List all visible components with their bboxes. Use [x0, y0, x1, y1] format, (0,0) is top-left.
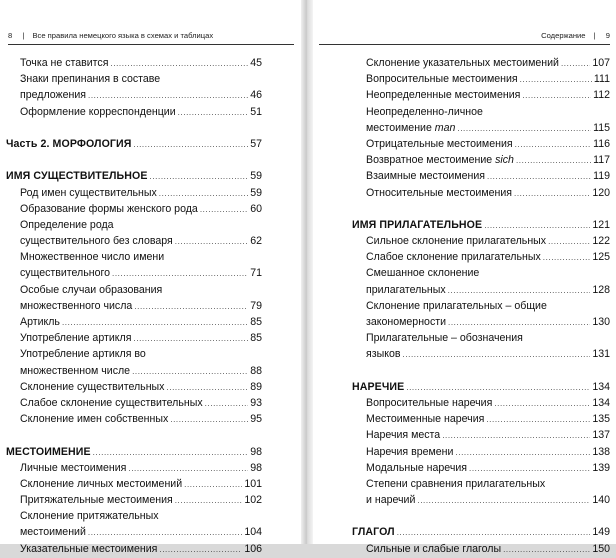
toc-section-heading: [352, 379, 610, 395]
toc-entry-line: [6, 508, 262, 524]
dot-leader: [520, 72, 592, 88]
toc-page-number: 140: [592, 494, 610, 507]
right-toc-list: [352, 55, 610, 557]
toc-page-number: 106: [244, 542, 262, 555]
dot-leader: [397, 525, 591, 541]
dot-leader: [133, 331, 248, 347]
toc-entry-title: закономерности: [366, 316, 447, 328]
toc-entry: [352, 541, 610, 557]
toc-page-number: 62: [250, 235, 262, 248]
dot-leader: [88, 88, 248, 104]
toc-entry-title: Склонение указательных местоимений: [366, 57, 559, 69]
toc-page-number: 93: [250, 396, 262, 409]
toc-entry-line: [6, 346, 262, 362]
toc-page-number: 120: [592, 186, 610, 199]
toc-entry-title: множественного числа: [20, 299, 133, 312]
toc-entry-title: Множественное число имени: [20, 251, 165, 264]
toc-entry: [6, 314, 262, 330]
dot-leader: [175, 493, 243, 509]
toc-entry-title: Определение рода: [20, 218, 114, 231]
dot-leader: [469, 461, 590, 477]
toc-entry-title: Возвратное местоимение sich: [366, 154, 514, 167]
toc-entry-title: Склонение личных местоимений: [20, 477, 183, 490]
toc-entry: [352, 346, 610, 362]
toc-page-number: 60: [250, 202, 262, 215]
dot-leader: [132, 364, 248, 380]
toc-entry-title: предложения: [20, 89, 87, 102]
toc-page-number: 79: [250, 299, 262, 312]
toc-page-number: 122: [592, 235, 610, 248]
dot-leader: [516, 153, 591, 169]
toc-entry-title: Образование формы женского рода: [20, 202, 198, 215]
toc-entry: [6, 524, 262, 540]
toc-entry-line: [352, 476, 610, 492]
toc-entry-title: Употребление артикля: [20, 332, 132, 345]
dot-leader: [503, 542, 590, 558]
dot-leader: [62, 315, 248, 331]
dot-leader: [159, 186, 248, 202]
toc-entry-title: НАРЕЧИЕ: [352, 380, 405, 393]
toc-section-heading: [352, 524, 610, 540]
toc-entry-title: Местоименные наречия: [366, 413, 485, 426]
dot-leader: [93, 445, 249, 461]
toc-entry-title: существительного без словаря: [20, 235, 173, 248]
toc-entry-title: Употребление артикля во: [20, 348, 146, 361]
toc-entry-title: Слабое склонение прилагательных: [366, 251, 541, 264]
toc-page-number: 45: [250, 57, 262, 69]
toc-page-number: 128: [592, 283, 610, 296]
dot-leader: [88, 525, 242, 541]
dot-leader: [406, 380, 590, 396]
toc-page-number: 131: [592, 348, 610, 361]
toc-page-number: 125: [592, 251, 610, 264]
toc-page-number: 85: [250, 332, 262, 345]
toc-page-number: 117: [593, 154, 610, 167]
dot-leader: [494, 396, 590, 412]
right-page: [313, 0, 616, 555]
toc-entry: [6, 541, 262, 557]
dot-leader: [484, 218, 590, 234]
toc-entry-line: [352, 265, 610, 281]
toc-entry: [352, 152, 610, 168]
toc-page-number: 115: [593, 121, 610, 134]
toc-entry: [352, 395, 610, 411]
toc-entry-line: [6, 249, 262, 265]
dot-leader: [110, 56, 248, 72]
toc-entry-title: Неопределенно-личное: [366, 105, 483, 118]
dot-leader: [457, 121, 591, 137]
toc-entry-title: Наречия времени: [366, 445, 454, 458]
dot-leader: [515, 137, 592, 153]
dot-leader: [200, 202, 248, 218]
toc-entry: [6, 330, 262, 346]
header-rule: [8, 44, 294, 45]
dot-leader: [561, 56, 590, 72]
toc-page-number: 59: [250, 170, 262, 183]
toc-entry-title: Склонение имен собственных: [20, 413, 169, 426]
toc-entry-title: прилагательных: [366, 283, 446, 296]
toc-entry-line: [6, 282, 262, 298]
toc-page-number: 149: [592, 526, 610, 539]
toc-page-number: 119: [593, 170, 610, 183]
dot-leader: [417, 493, 590, 509]
toc-section-heading: [6, 168, 262, 184]
toc-entry: [352, 136, 610, 152]
toc-page-number: 138: [592, 445, 610, 458]
toc-entry: [352, 492, 610, 508]
toc-entry-title: Артикль: [20, 316, 60, 328]
toc-page-number: 134: [592, 380, 610, 393]
toc-entry-line: [6, 217, 262, 233]
toc-entry: [352, 249, 610, 265]
dot-leader: [128, 461, 248, 477]
left-toc-list: [6, 55, 262, 557]
toc-page-number: 57: [250, 137, 262, 150]
toc-entry-title: Особые случаи образования: [20, 283, 163, 296]
toc-page-number: 107: [592, 57, 610, 69]
toc-entry-title: Склонение существительных: [20, 380, 165, 393]
toc-entry: [352, 282, 610, 298]
toc-entry-title: Указательные местоимения: [20, 542, 158, 555]
toc-entry-title: Неопределенные местоимения: [366, 89, 521, 102]
toc-entry-title: Сильное склонение прилагательных: [366, 235, 547, 248]
toc-entry-title: ИМЯ ПРИЛАГАТЕЛЬНОЕ: [352, 218, 483, 231]
toc-entry: [6, 55, 262, 71]
dot-leader: [402, 347, 590, 363]
dot-leader: [150, 169, 249, 185]
toc-page-number: 101: [244, 477, 262, 490]
dot-leader: [486, 412, 590, 428]
toc-entry-title: Личные местоимения: [20, 461, 127, 474]
toc-page-number: 59: [250, 186, 262, 199]
toc-entry: [6, 87, 262, 103]
toc-entry-title: Точка не ставится: [20, 57, 109, 69]
toc-page-number: 71: [250, 267, 262, 280]
toc-entry-title: Знаки препинания в составе: [20, 73, 161, 86]
toc-page-number: 85: [250, 316, 262, 328]
toc-entry: [352, 460, 610, 476]
toc-page-number: 116: [593, 137, 610, 150]
left-running-header: [8, 31, 213, 40]
dot-leader: [543, 250, 591, 266]
toc-page-number: 121: [592, 218, 610, 231]
toc-page-number: 150: [592, 542, 610, 555]
toc-entry-title: местоимение man: [366, 121, 456, 134]
toc-entry: [352, 233, 610, 249]
toc-entry-line: [6, 71, 262, 87]
dot-leader: [178, 105, 249, 121]
toc-entry: [352, 427, 610, 443]
toc-entry-line: [352, 104, 610, 120]
dot-leader: [112, 266, 248, 282]
toc-entry-title: Относительные местоимения: [366, 186, 513, 199]
toc-page-number: 95: [250, 413, 262, 426]
toc-entry-title: Часть 2. МОРФОЛОГИЯ: [6, 137, 132, 150]
header-separator: |: [22, 31, 25, 40]
toc-entry: [352, 185, 610, 201]
book-title: Все правила немецкого языка в схемах и таблицах: [32, 31, 214, 40]
toc-entry-title: Модальные наречия: [366, 461, 468, 474]
toc-entry: [352, 314, 610, 330]
toc-entry-title: Степени сравнения прилагательных: [366, 477, 546, 490]
toc-entry: [352, 411, 610, 427]
header-rule: [319, 44, 610, 45]
toc-entry-title: Притяжательные местоимения: [20, 494, 173, 507]
toc-page-number: 104: [244, 526, 262, 539]
dot-leader: [133, 137, 248, 153]
dot-leader: [134, 299, 248, 315]
toc-section-heading: [6, 136, 262, 152]
toc-section-heading: [352, 217, 610, 233]
toc-page-number: 88: [250, 364, 262, 377]
toc-entry-title: Вопросительные наречия: [366, 396, 493, 409]
toc-entry: [352, 168, 610, 184]
dot-leader: [448, 315, 590, 331]
toc-page-number: 139: [592, 461, 610, 474]
right-page-number: 9: [605, 31, 610, 40]
toc-entry: [6, 201, 262, 217]
dot-leader: [487, 169, 591, 185]
toc-entry: [6, 476, 262, 492]
toc-entry: [6, 104, 262, 120]
dot-leader: [514, 186, 590, 202]
toc-page-number: 46: [250, 89, 262, 102]
toc-entry: [6, 233, 262, 249]
book-gutter: [301, 0, 313, 544]
right-running-header: [541, 31, 610, 40]
toc-entry-title: Отрицательные местоимения: [366, 137, 513, 150]
dot-leader: [184, 477, 242, 493]
toc-entry: [6, 460, 262, 476]
toc-entry-title: Склонение прилагательных – общие: [366, 299, 547, 312]
toc-page-number: 112: [593, 89, 610, 102]
toc-entry-title: и наречий: [366, 494, 416, 507]
toc-entry-title: Наречия места: [366, 429, 441, 442]
toc-entry-title: ИМЯ СУЩЕСТВИТЕЛЬНОЕ: [6, 170, 148, 183]
toc-entry-title: ГЛАГОЛ: [352, 526, 395, 539]
toc-entry: [6, 492, 262, 508]
toc-entry-title: Слабое склонение существительных: [20, 396, 203, 409]
left-page-number: 8: [8, 31, 13, 40]
toc-page-number: 102: [244, 494, 262, 507]
toc-entry: [6, 395, 262, 411]
dot-leader: [442, 428, 590, 444]
toc-page-number: 98: [250, 461, 262, 474]
toc-entry-line: [352, 330, 610, 346]
toc-page-number: 130: [592, 316, 610, 328]
toc-entry: [352, 55, 610, 71]
toc-entry: [352, 444, 610, 460]
toc-page-number: 89: [250, 380, 262, 393]
dot-leader: [448, 283, 591, 299]
left-page: [0, 0, 301, 555]
dot-leader: [455, 445, 590, 461]
dot-leader: [548, 234, 590, 250]
toc-page-number: 98: [250, 445, 262, 458]
toc-entry: [352, 71, 610, 87]
toc-entry: [6, 363, 262, 379]
toc-entry-title: Взаимные местоимения: [366, 170, 486, 183]
header-separator: |: [593, 31, 596, 40]
toc-entry: [352, 87, 610, 103]
toc-entry-title: МЕСТОИМЕНИЕ: [6, 445, 91, 458]
toc-page-number: 111: [593, 73, 610, 86]
toc-entry-title: языков: [366, 348, 401, 361]
dot-leader: [175, 234, 248, 250]
dot-leader: [170, 412, 248, 428]
dot-leader: [205, 396, 249, 412]
toc-entry-title: Вопросительные местоимения: [366, 73, 518, 86]
toc-entry: [352, 120, 610, 136]
toc-entry-title: множественном числе: [20, 364, 131, 377]
toc-page-number: 134: [592, 396, 610, 409]
toc-entry: [6, 185, 262, 201]
toc-entry-title: Оформление корреспонденции: [20, 105, 176, 118]
toc-entry: [6, 411, 262, 427]
toc-entry-title: существительного: [20, 267, 111, 280]
toc-entry-title: местоимений: [20, 526, 86, 539]
toc-entry-title: Смешанное склонение: [366, 267, 480, 280]
toc-entry-title: Сильные и слабые глаголы: [366, 542, 502, 555]
toc-entry-title: Склонение притяжательных: [20, 510, 159, 523]
toc-page-number: 137: [592, 429, 610, 442]
dot-leader: [159, 542, 242, 558]
toc-section-heading: [6, 444, 262, 460]
dot-leader: [522, 88, 591, 104]
toc-entry-title: Прилагательные – обозначения: [366, 332, 523, 345]
toc-entry: [6, 298, 262, 314]
italic-term: man: [434, 121, 456, 134]
toc-entry: [6, 379, 262, 395]
dot-leader: [166, 380, 248, 396]
section-title: Содержание: [541, 31, 586, 40]
toc-page-number: 51: [250, 105, 262, 118]
italic-term: sich: [495, 154, 514, 167]
toc-entry-title: Род имен существительных: [20, 186, 157, 199]
toc-entry: [6, 265, 262, 281]
toc-page-number: 135: [592, 413, 610, 426]
toc-entry-line: [352, 298, 610, 314]
